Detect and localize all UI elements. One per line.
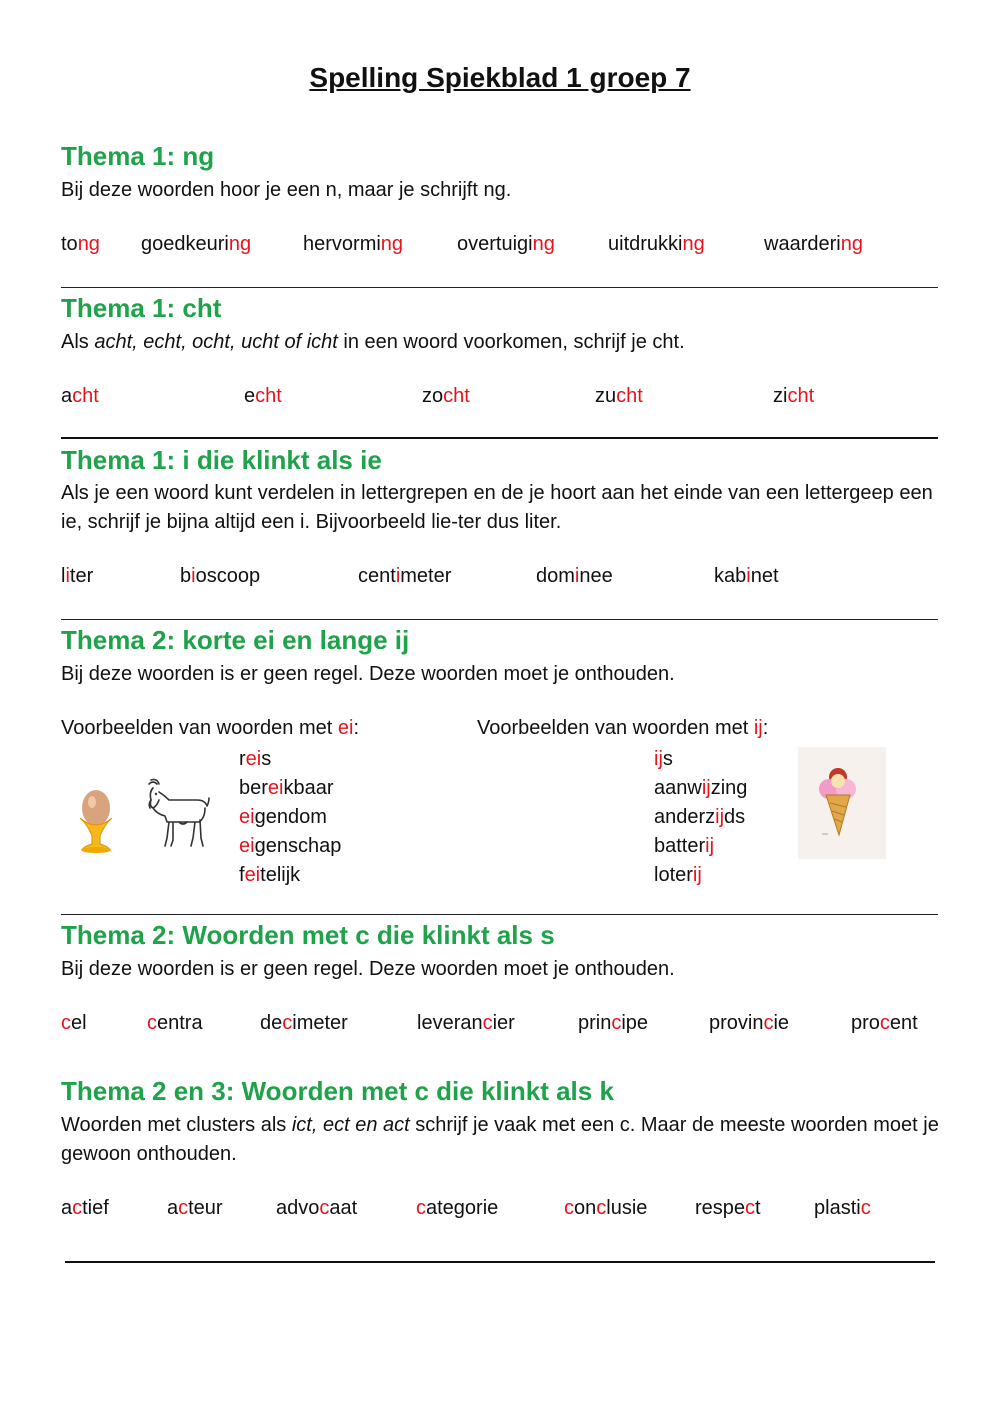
section-text-c-k: Woorden met clusters als ict, ect en act schrijf je vaak met een c. Maar de meeste woorden moet je gewoon onthouden. (61, 1114, 939, 1165)
divider (61, 914, 938, 915)
goat-icon (143, 778, 213, 850)
section-text-ng: Bij deze woorden hoor je een n, maar je schrijft ng. (61, 179, 512, 201)
section-text-ei-ij: Bij deze woorden is er geen regel. Deze woorden moet je onthouden. (61, 663, 675, 685)
spelling-word: zocht (422, 385, 470, 407)
divider (61, 437, 938, 439)
word-row-c-k (0, 1197, 1000, 1227)
spelling-word: anderzijds (654, 806, 746, 828)
section-text-cht: Als acht, echt, ocht, ucht of icht in een woord voorkomen, schrijf je cht. (61, 331, 685, 353)
spelling-word: waardering (764, 233, 863, 255)
ij-label: Voorbeelden van woorden met ij: (477, 717, 769, 739)
spelling-word: provincie (709, 1012, 790, 1034)
word-row-c-s (0, 1012, 1000, 1042)
ice-cream-icon (798, 747, 886, 859)
word-row-i-ie (0, 565, 1000, 595)
section-heading-cht: Thema 1: cht (61, 293, 222, 323)
ei-word-list (239, 745, 341, 890)
spelling-word: bioscoop (180, 565, 261, 587)
spelling-word: advocaat (276, 1197, 358, 1219)
spelling-word: centra (147, 1012, 203, 1034)
spelling-word: actief (61, 1197, 109, 1219)
spelling-word: decimeter (260, 1012, 348, 1034)
spelling-word: eigenschap (239, 835, 342, 857)
spelling-word: loterij (654, 864, 702, 886)
ij-word-list (654, 745, 747, 890)
spelling-word: principe (578, 1012, 649, 1034)
spelling-word: uitdrukking (608, 233, 705, 255)
divider (65, 1261, 935, 1263)
spelling-word: reis (239, 748, 272, 770)
spelling-word: feitelijk (239, 864, 301, 886)
word-row-cht (0, 385, 1000, 415)
section-text-i-ie: Als je een woord kunt verdelen in lettergrepen en de je hoort aan het einde van een lettergeep een ie, schrijf je bijna altijd een i. Bijvoorbeeld lie-ter dus liter. (61, 482, 933, 533)
spelling-word: liter (61, 565, 94, 587)
section-heading-i-ie: Thema 1: i die klinkt als ie (61, 445, 382, 475)
section-heading-c-k: Thema 2 en 3: Woorden met c die klinkt als k (61, 1076, 614, 1106)
spelling-word: bereikbaar (239, 777, 334, 799)
spelling-word: zicht (773, 385, 815, 407)
spelling-word: echt (244, 385, 282, 407)
spelling-word: cel (61, 1012, 87, 1034)
divider (61, 619, 938, 620)
spelling-word: acht (61, 385, 99, 407)
spelling-word: centimeter (358, 565, 452, 587)
spelling-word: aanwijzing (654, 777, 748, 799)
spelling-word: hervorming (303, 233, 404, 255)
divider (61, 287, 938, 288)
section-text-c-s: Bij deze woorden is er geen regel. Deze woorden moet je onthouden. (61, 958, 675, 980)
section-heading-ng: Thema 1: ng (61, 141, 215, 171)
spelling-word: ijs (654, 748, 673, 770)
spelling-word: conclusie (564, 1197, 648, 1219)
word-row-ng (0, 233, 1000, 263)
spelling-word: zucht (595, 385, 643, 407)
spelling-word: tong (61, 233, 100, 255)
section-heading-c-s: Thema 2: Woorden met c die klinkt als s (61, 920, 555, 950)
spelling-word: plastic (814, 1197, 871, 1219)
section-heading-ei-ij: Thema 2: korte ei en lange ij (61, 625, 410, 655)
spelling-word: goedkeuring (141, 233, 252, 255)
spelling-word: dominee (536, 565, 613, 587)
ei-label: Voorbeelden van woorden met ei: (61, 717, 359, 739)
spelling-word: leverancier (417, 1012, 515, 1034)
spelling-word: categorie (416, 1197, 499, 1219)
egg-cup-icon (74, 786, 118, 856)
spelling-word: procent (851, 1012, 918, 1034)
spelling-word: overtuiging (457, 233, 555, 255)
spelling-word: respect (695, 1197, 761, 1219)
spelling-word: acteur (167, 1197, 223, 1219)
spelling-word: kabinet (714, 565, 779, 587)
spelling-word: batterij (654, 835, 715, 857)
spelling-word: eigendom (239, 806, 327, 828)
page-title: Spelling Spiekblad 1 groep 7 (309, 62, 691, 93)
